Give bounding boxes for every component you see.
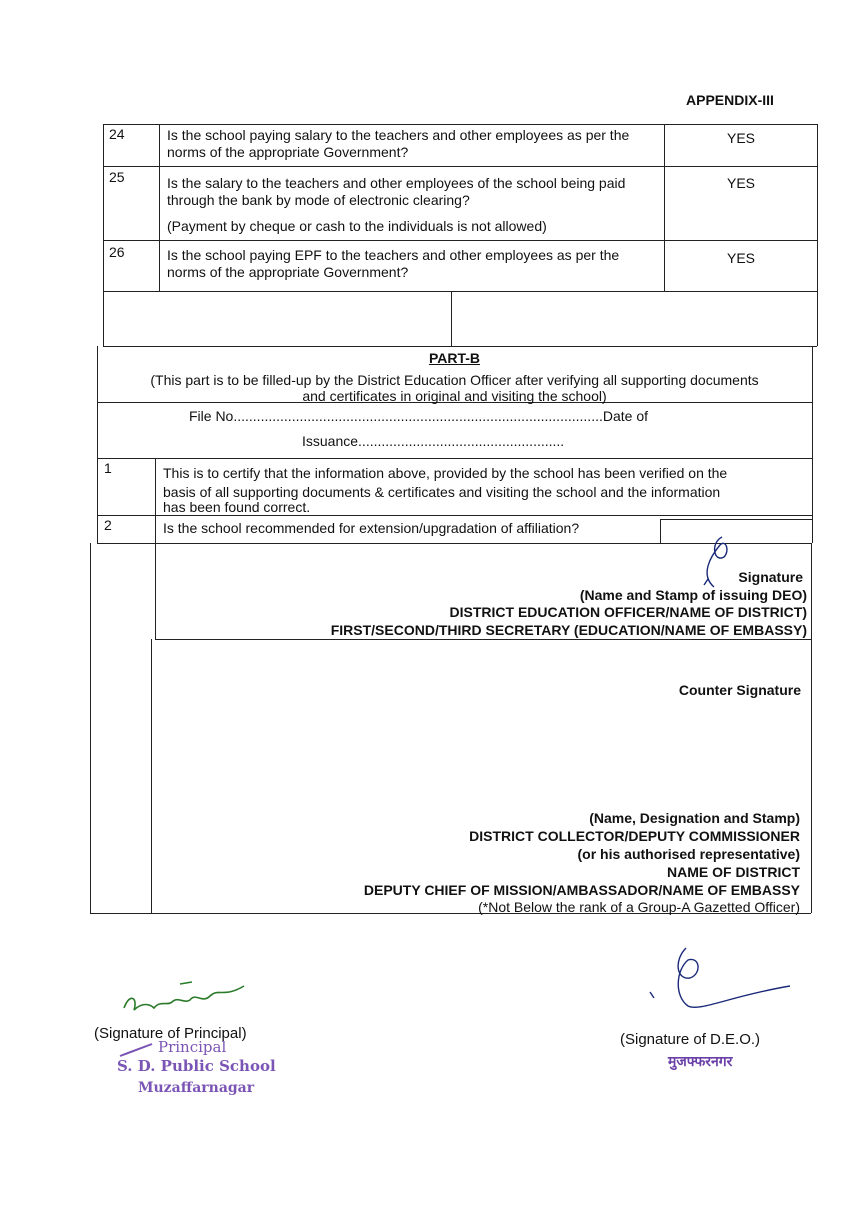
deo-secretary: FIRST/SECOND/THIRD SECRETARY (EDUCATION/NAME OF EMBASSY) [330,622,807,638]
issuance: Issuance..................................................... [302,433,565,449]
row-note: (Payment by cheque or cash to the individuals is not allowed) [167,218,547,234]
principal-stamp-title: Principal [158,1038,227,1056]
row-number: 25 [109,169,125,185]
deo-name-stamp: (Name and Stamp of issuing DEO) [579,587,807,603]
row-question: Is the school paying EPF to the teachers and other employees as per the norms of the appropriate Government? [167,247,620,280]
appendix-title: APPENDIX-III [686,92,774,108]
counter-not-below: (*Not Below the rank of a Group-A Gazetted Officer) [478,899,800,915]
row-answer: YES [726,175,755,191]
item-number: 2 [104,517,112,533]
counter-collector: DISTRICT COLLECTOR/DEPUTY COMMISSIONER [469,828,800,844]
counter-deputy-chief: DEPUTY CHIEF OF MISSION/AMBASSADOR/NAME OF EMBASSY [363,882,800,898]
counter-signature: Counter Signature [678,682,801,698]
principal-stamp-city: Muzaffarnagar [138,1080,255,1096]
row-answer: YES [726,250,755,266]
item-text: has been found correct. [163,499,311,515]
deo-signature-label: (Signature of D.E.O.) [620,1031,761,1048]
deo-signature-mark [690,535,750,595]
row-question: Is the salary to the teachers and other employees of the school being paid through the bank by mode of electronic clearing? [167,175,626,208]
item-text: This is to certify that the information above, provided by the school has been verified on the [163,465,728,481]
counter-name-designation: (Name, Designation and Stamp) [589,810,800,826]
row-number: 24 [109,126,125,142]
deo-stamp-hindi: मुजफ्फरनगर [668,1053,733,1069]
principal-signature-label: (Signature of Principal) [94,1025,247,1042]
row-question: Is the school paying salary to the teachers and other employees as per the norms of the appropriate Government? [167,127,630,160]
item-number: 1 [104,460,112,476]
principal-stamp-school: S. D. Public School [117,1057,276,1075]
principal-signature-scribble [120,978,250,1022]
row-number: 26 [109,244,125,260]
deo-signature-label: Signature [738,569,803,585]
file-no: File No...............................................................................................Date of [189,408,648,424]
deo-officer: DISTRICT EDUCATION OFFICER/NAME OF DISTRICT) [449,604,807,620]
part-b-instruction: and certificates in original and visiting the school) [302,388,607,404]
item-text: basis of all supporting documents & certificates and visiting the school and the information [163,484,721,500]
item-text: Is the school recommended for extension/upgradation of affiliation? [163,520,580,536]
counter-authorised: (or his authorised representative) [577,846,800,862]
row-answer: YES [726,130,755,146]
part-b-instruction: (This part is to be filled-up by the District Education Officer after verifying all supporting documents [150,372,759,388]
counter-district: NAME OF DISTRICT [667,864,800,880]
deo-footer-signature-scribble [640,940,800,1030]
part-b-title: PART-B [428,350,481,366]
